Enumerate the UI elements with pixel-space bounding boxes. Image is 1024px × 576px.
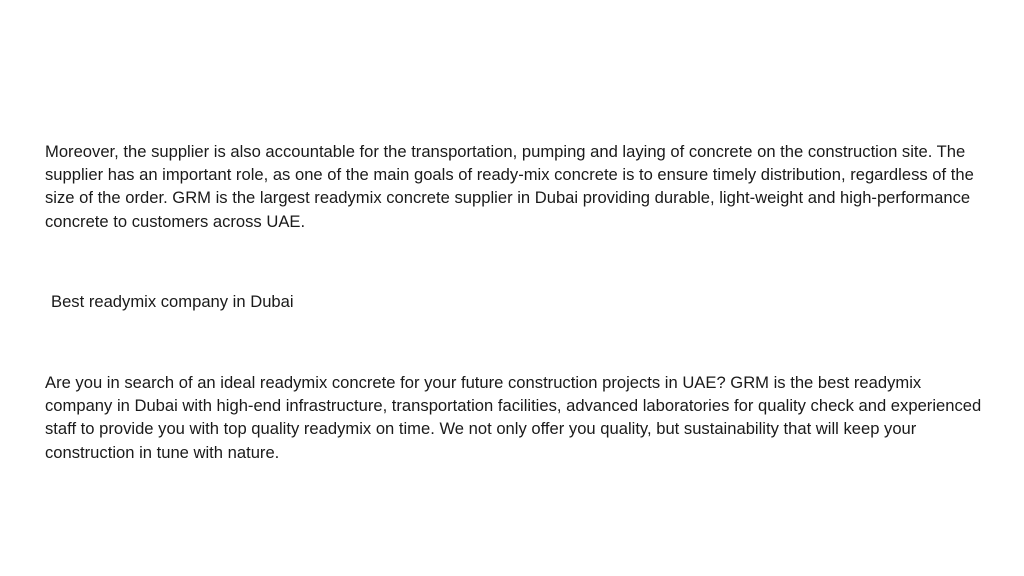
intro-paragraph: Moreover, the supplier is also accountable for the transportation, pumping and laying of concrete on the construction site. The supplier has an important role, as one of the main goals of ready-mix concrete is to ensure timely distribution, regardless of the size of the order. GRM is the largest readymix concrete supplier in Dubai providing durable, light-weight and high-performance concrete to customers across UAE. [45, 142, 974, 231]
body-paragraph: Are you in search of an ideal readymix concrete for your future construction projects in UAE? GRM is the best readymix company in Dubai with high-end infrastructure, transportation facilities, advanced laboratories for quality check and experienced staff to provide you with top quality readymix on time. We not only offer you quality, but sustainability that will keep your construction in tune with nature. [45, 373, 982, 462]
section-heading: Best readymix company in Dubai [51, 292, 294, 311]
